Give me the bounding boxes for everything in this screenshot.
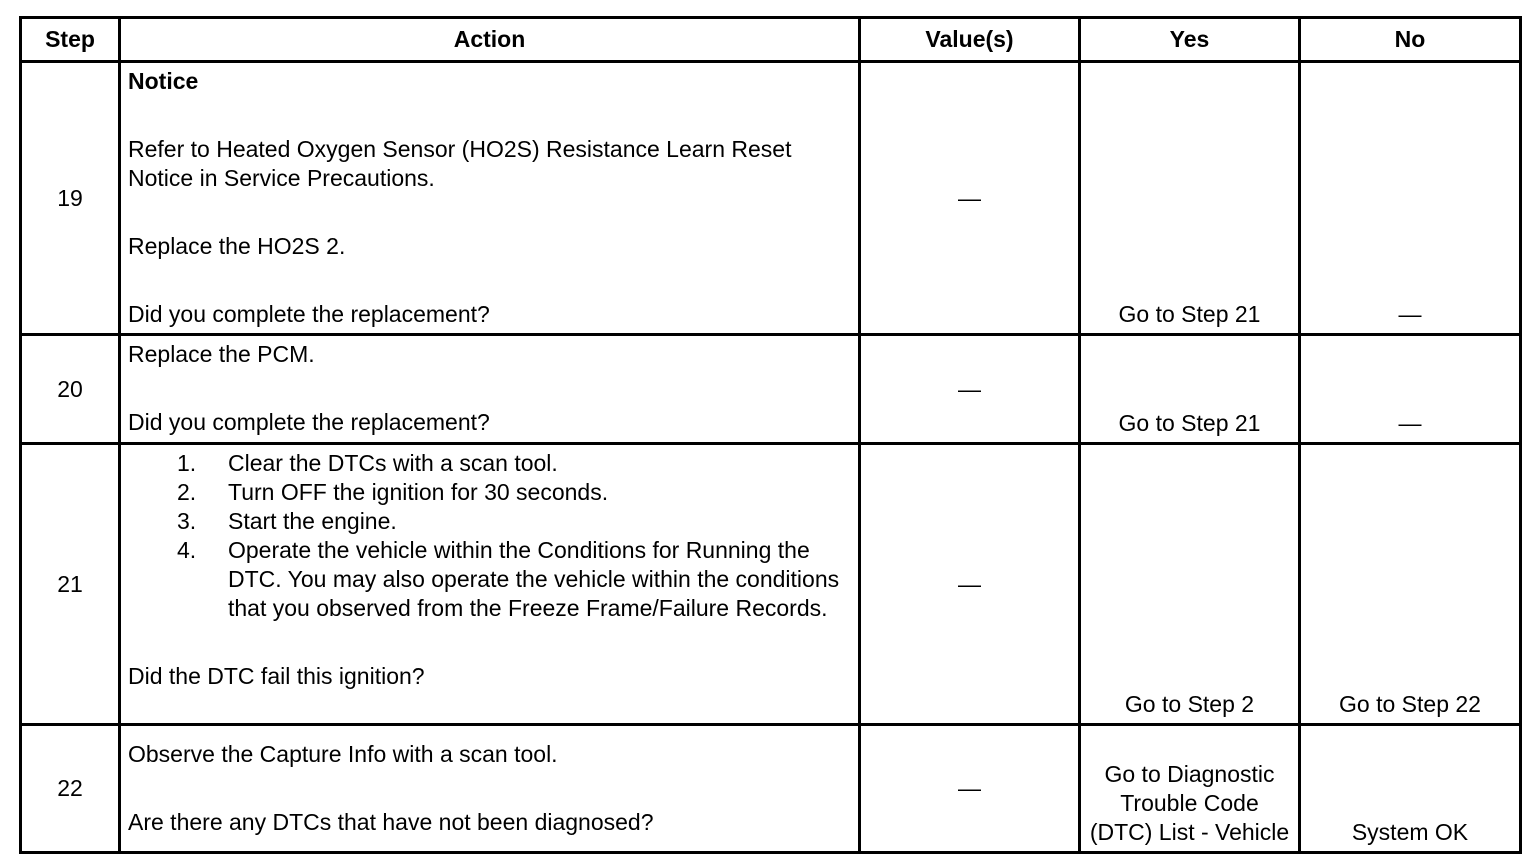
- table-row-step-19: [21, 62, 1521, 335]
- table-row-step-22: [21, 725, 1521, 853]
- no-cell: —: [1300, 62, 1521, 335]
- action-text: Replace the PCM.: [128, 341, 315, 367]
- step-number: 20: [21, 335, 120, 444]
- header-no: No: [1300, 18, 1521, 62]
- action-cell: [120, 444, 860, 725]
- step-number: 21: [21, 444, 120, 725]
- diagnostic-table: [19, 16, 1522, 854]
- action-text: Refer to Heated Oxygen Sensor (HO2S) Resistance Learn Reset Notice in Service Precautions.: [128, 136, 792, 191]
- values-cell: —: [860, 62, 1080, 335]
- yes-cell: Go to Step 21: [1080, 62, 1300, 335]
- yes-cell: Go to Step 2: [1080, 444, 1300, 725]
- list-item-number: 2.: [177, 479, 197, 505]
- list-item-text: Turn OFF the ignition for 30 seconds.: [228, 479, 609, 505]
- step-number: 22: [21, 725, 120, 853]
- action-cell: [120, 335, 860, 444]
- notice-heading: Notice: [128, 68, 199, 94]
- yes-cell: Go to Step 21: [1080, 335, 1300, 444]
- action-text: Replace the HO2S 2.: [128, 233, 346, 259]
- list-item: [128, 449, 851, 478]
- list-item-number: 1.: [177, 450, 197, 476]
- action-question: Did the DTC fail this ignition?: [128, 663, 425, 689]
- list-item-text: Clear the DTCs with a scan tool.: [228, 450, 558, 476]
- action-text: Observe the Capture Info with a scan tool.: [128, 741, 558, 767]
- values-cell: —: [860, 444, 1080, 725]
- values-cell: —: [860, 335, 1080, 444]
- list-item-text: Operate the vehicle within the Conditions for Running the DTC. You may also operate the vehicle within the conditions that you observed from the Freeze Frame/Failure Records.: [228, 537, 840, 621]
- action-question: Are there any DTCs that have not been diagnosed?: [128, 809, 654, 835]
- list-item: [128, 507, 851, 536]
- no-cell: System OK: [1300, 725, 1521, 853]
- header-values: Value(s): [860, 18, 1080, 62]
- action-cell: [120, 62, 860, 335]
- no-cell: Go to Step 22: [1300, 444, 1521, 725]
- action-question: Did you complete the replacement?: [128, 301, 490, 327]
- no-cell: —: [1300, 335, 1521, 444]
- step-number: 19: [21, 62, 120, 335]
- list-item: [128, 478, 851, 507]
- yes-cell: Go to Diagnostic Trouble Code (DTC) List - Vehicle: [1080, 725, 1300, 853]
- procedure-list: [128, 449, 851, 623]
- table-row-step-20: [21, 335, 1521, 444]
- values-cell: —: [860, 725, 1080, 853]
- header-step: Step: [21, 18, 120, 62]
- action-question: Did you complete the replacement?: [128, 409, 490, 435]
- list-item-number: 4.: [177, 537, 197, 563]
- header-yes: Yes: [1080, 18, 1300, 62]
- header-action: Action: [120, 18, 860, 62]
- action-cell: [120, 725, 860, 853]
- list-item-number: 3.: [177, 508, 197, 534]
- list-item: [128, 536, 851, 623]
- list-item-text: Start the engine.: [228, 508, 397, 534]
- table-row-step-21: [21, 444, 1521, 725]
- header-row: [21, 18, 1521, 62]
